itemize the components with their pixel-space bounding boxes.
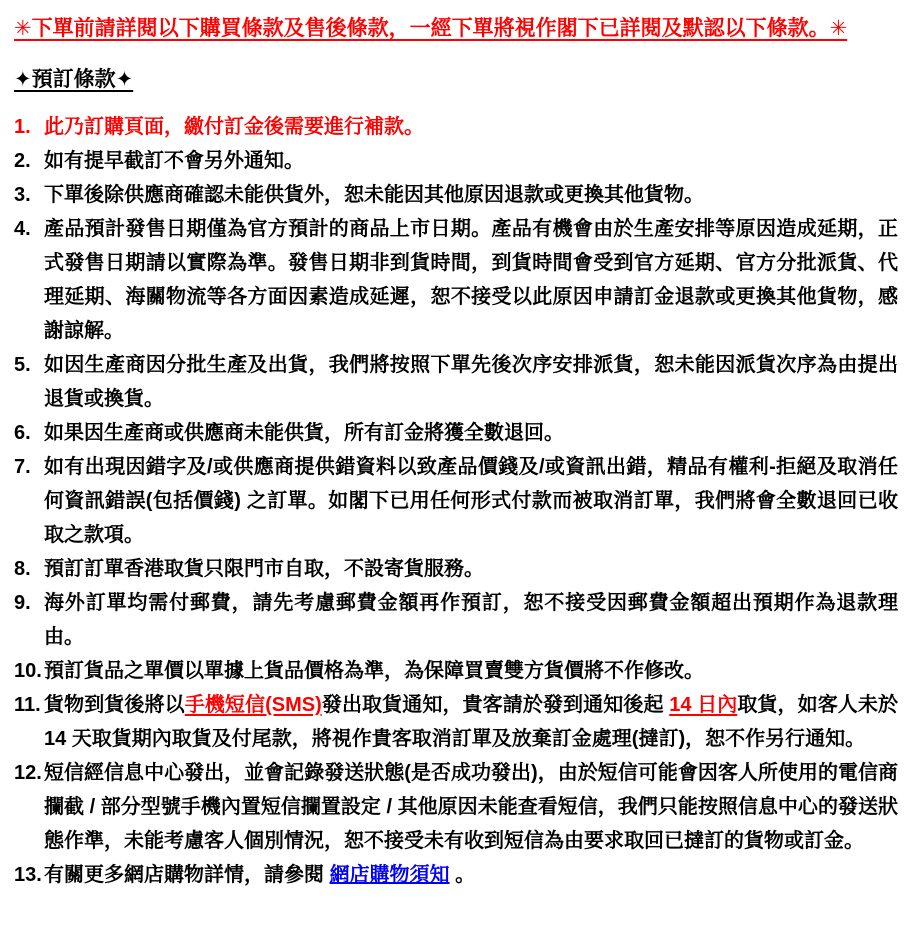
purchase-notice: ✳下單前請詳閱以下購買條款及售後條款，一經下單將視作閣下已詳閱及默認以下條款。✳ (14, 17, 848, 40)
term-text (44, 184, 704, 206)
term-number: 1. (14, 116, 31, 138)
term-text (44, 218, 898, 342)
term-text (44, 558, 484, 580)
term-text-segment: 預訂訂單香港取貨只限門市自取，不設寄貨服務。 (44, 558, 484, 580)
term-text-segment: 短信經信息中心發出，並會記錄發送狀態(是否成功發出)，由於短信可能會因客人所使用的電信商攔截 / 部分型號手機內置短信攔置設定 / 其他原因未能查看短信，我們只能按照信息中心的發送狀態作準，未能考慮客人個別情況，恕不接受未有收到短信為由要求取回已撻訂的貨物或訂金。 (44, 762, 898, 852)
term-item-2 (14, 144, 898, 178)
term-item-9 (14, 586, 898, 654)
term-number: 2. (14, 150, 31, 172)
sms-highlight: 手機短信(SMS) (184, 694, 322, 716)
term-item-7 (14, 450, 898, 552)
term-item-10 (14, 654, 898, 688)
term-item-3 (14, 178, 898, 212)
terms-list (14, 110, 898, 892)
term-number: 5. (14, 354, 31, 376)
term-number: 10. (14, 660, 42, 682)
term-text-segment: 產品預計發售日期僅為官方預計的商品上市日期。產品有機會由於生產安排等原因造成延期，正式發售日期請以實際為準。發售日期非到貨時間，到貨時間會受到官方延期、官方分批派貨、代理延期、海關物流等各方面因素造成延遲，恕不接受以此原因申請訂金退款或更換其他貨物，感謝諒解。 (44, 218, 898, 342)
term-number: 3. (14, 184, 31, 206)
term-text (44, 422, 564, 444)
store-guide-link[interactable]: 網店購物須知 (329, 864, 450, 886)
term-number: 6. (14, 422, 31, 444)
term-item-4 (14, 212, 898, 348)
term-text-segment: 貨物到貨後將以 (44, 694, 185, 716)
term-item-5 (14, 348, 898, 416)
term-number: 8. (14, 558, 31, 580)
term-item-11 (14, 688, 898, 756)
section-title: ✦預訂條款✦ (14, 68, 134, 91)
term-number: 11. (14, 694, 41, 716)
term-text-segment: 如有提早截訂不會另外通知。 (44, 150, 304, 172)
term-text (44, 116, 424, 138)
term-number: 9. (14, 592, 31, 614)
term-number: 13. (14, 864, 42, 886)
term-text-segment: 如因生產商因分批生產及出貨，我們將按照下單先後次序安排派貨，恕未能因派貨次序為由提出退貨或換貨。 (44, 354, 898, 410)
term-item-12 (14, 756, 898, 858)
term-text (44, 694, 898, 750)
term-text-segment: 海外訂單均需付郵費，請先考慮郵費金額再作預訂，恕不接受因郵費金額超出預期作為退款理由。 (44, 592, 898, 648)
term-text-segment: 下單後除供應商確認未能供貨外，恕未能因其他原因退款或更換其他貨物。 (44, 184, 704, 206)
term-text-segment: 如果因生產商或供應商未能供貨，所有訂金將獲全數退回。 (44, 422, 564, 444)
term-text-segment: 有關更多網店購物詳情，請參閱 (44, 864, 330, 886)
term-number: 4. (14, 218, 31, 240)
term-item-13 (14, 858, 898, 892)
term-number: 12. (14, 762, 42, 784)
term-text-segment: 此乃訂購頁面，繳付訂金後需要進行補款。 (44, 116, 424, 138)
term-number: 7. (14, 456, 31, 478)
term-text (44, 592, 898, 648)
term-text-segment: 預訂貨品之單價以單據上貨品價格為準，為保障買賣雙方貨價將不作修改。 (44, 660, 704, 682)
term-item-8 (14, 552, 898, 586)
term-text (44, 354, 898, 410)
term-item-6 (14, 416, 898, 450)
term-text-segment: 。 (449, 864, 476, 886)
pickup-deadline-highlight: 14 日內 (669, 694, 738, 716)
term-text (44, 456, 898, 546)
term-text (44, 762, 898, 852)
term-text (44, 150, 304, 172)
term-item-1 (14, 110, 898, 144)
term-text-segment: 取貨，如客人未於 14 天取貨期內取貨及付尾款，將視作貴客取消訂單及放棄訂金處理(撻訂)，恕不作另行通知。 (44, 694, 899, 750)
term-text (44, 864, 475, 886)
term-text-segment: 如有出現因錯字及/或供應商提供錯資料以致產品價錢及/或資訊出錯，精品有權利-拒絕及取消任何資訊錯誤(包括價錢) 之訂單。如閣下已用任何形式付款而被取消訂單，我們將會全數退回已收取之款項。 (44, 456, 898, 546)
term-text-segment: 發出取貨通知，貴客請於發到通知後起 (321, 694, 670, 716)
term-text (44, 660, 704, 682)
